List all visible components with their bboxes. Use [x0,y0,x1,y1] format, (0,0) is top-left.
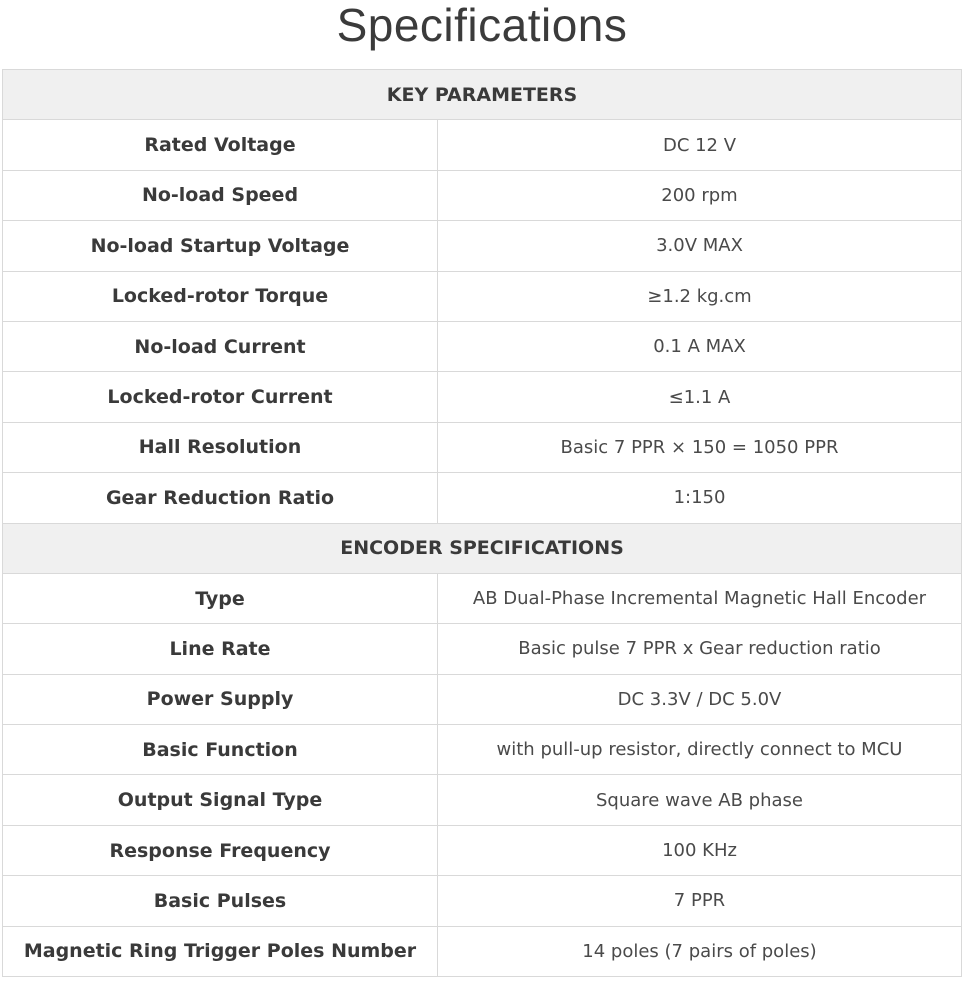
table-row [3,825,962,875]
spec-value: 14 poles (7 pairs of poles) [438,926,962,976]
spec-label: Power Supply [3,674,438,724]
spec-value: AB Dual-Phase Incremental Magnetic Hall Encoder [438,573,962,623]
spec-value: 200 rpm [438,170,962,220]
section-heading-key-parameters: KEY PARAMETERS [3,70,962,120]
spec-label: Output Signal Type [3,775,438,825]
spec-value: ≤1.1 A [438,372,962,422]
table-row [3,422,962,472]
spec-label: Locked-rotor Torque [3,271,438,321]
table-row [3,473,962,523]
spec-value: 0.1 A MAX [438,321,962,371]
table-row [3,170,962,220]
table-row [3,573,962,623]
section-header-row [3,70,962,120]
spec-label: Hall Resolution [3,422,438,472]
spec-label: Gear Reduction Ratio [3,473,438,523]
spec-value: 100 KHz [438,825,962,875]
spec-label: Response Frequency [3,825,438,875]
spec-value: ≥1.2 kg.cm [438,271,962,321]
page-title: Specifications [336,0,628,51]
table-row [3,674,962,724]
table-row [3,321,962,371]
spec-label: Basic Pulses [3,876,438,926]
table-row [3,372,962,422]
spec-label: Rated Voltage [3,120,438,170]
table-row [3,775,962,825]
table-row [3,120,962,170]
spec-label: Basic Function [3,725,438,775]
spec-value: 3.0V MAX [438,221,962,271]
spec-value: Basic pulse 7 PPR x Gear reduction ratio [438,624,962,674]
spec-label: Magnetic Ring Trigger Poles Number [3,926,438,976]
spec-label: Locked-rotor Current [3,372,438,422]
spec-label: No-load Current [3,321,438,371]
table-row [3,876,962,926]
spec-value: with pull-up resistor, directly connect to MCU [438,725,962,775]
table-row [3,725,962,775]
spec-value: Basic 7 PPR × 150 = 1050 PPR [438,422,962,472]
spec-value: 1:150 [438,473,962,523]
spec-label: Type [3,573,438,623]
table-row [3,624,962,674]
section-heading-encoder-specifications: ENCODER SPECIFICATIONS [3,523,962,573]
spec-value: Square wave AB phase [438,775,962,825]
spec-label: No-load Startup Voltage [3,221,438,271]
table-row [3,926,962,976]
spec-value: 7 PPR [438,876,962,926]
spec-value: DC 3.3V / DC 5.0V [438,674,962,724]
spec-label: Line Rate [3,624,438,674]
section-header-row [3,523,962,573]
spec-label: No-load Speed [3,170,438,220]
spec-table [2,69,962,977]
table-row [3,221,962,271]
table-row [3,271,962,321]
spec-value: DC 12 V [438,120,962,170]
